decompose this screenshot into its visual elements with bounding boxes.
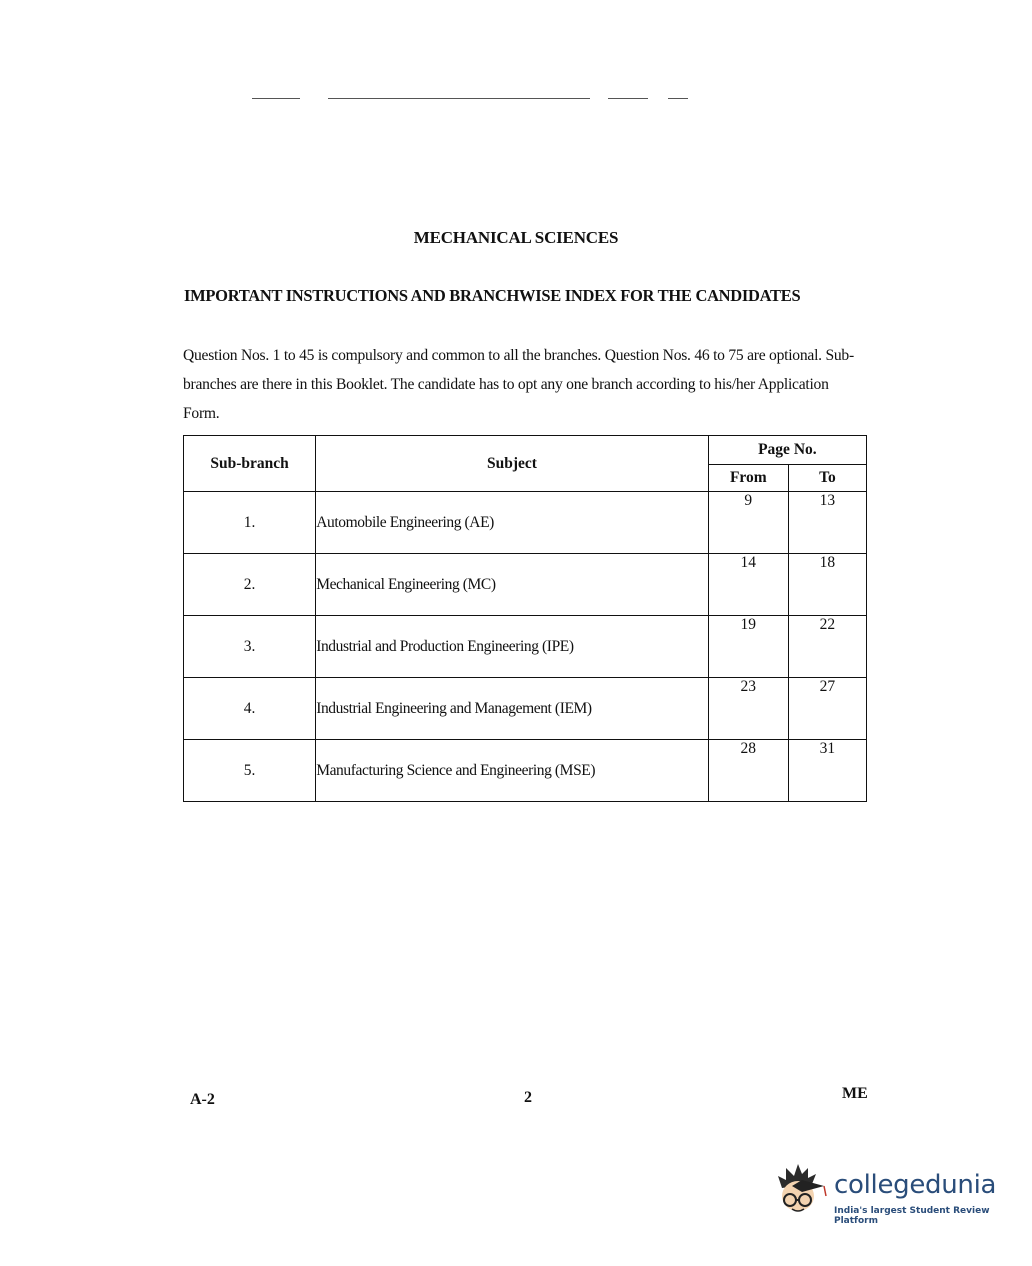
row-number: 1. [184, 492, 316, 554]
footer-series-code: A-2 [190, 1091, 215, 1108]
row-page-to: 22 [788, 616, 866, 678]
table-header-row [184, 436, 867, 465]
table-row [184, 616, 867, 678]
page-title: MECHANICAL SCIENCES [413, 228, 619, 247]
table-row [184, 740, 867, 802]
row-number: 2. [184, 554, 316, 616]
row-page-from: 14 [708, 554, 788, 616]
row-page-from: 19 [708, 616, 788, 678]
table-row [184, 678, 867, 740]
scan-artifact-line [252, 98, 300, 99]
scan-artifact-line [668, 98, 688, 99]
row-subject: Industrial Engineering and Management (IEM) [316, 678, 709, 740]
row-subject: Manufacturing Science and Engineering (MSE) [316, 740, 709, 802]
row-number: 3. [184, 616, 316, 678]
page-subtitle: IMPORTANT INSTRUCTIONS AND BRANCHWISE INDEX FOR THE CANDIDATES [184, 286, 801, 305]
brand-name: collegedunia [834, 1170, 997, 1200]
student-mascot-icon [772, 1162, 830, 1222]
row-page-to: 13 [788, 492, 866, 554]
page-no-header: Page No. [708, 436, 866, 465]
scan-artifact-line [328, 98, 590, 99]
footer-subject-code: ME [842, 1085, 868, 1102]
row-number: 4. [184, 678, 316, 740]
row-subject: Mechanical Engineering (MC) [316, 554, 709, 616]
row-page-from: 28 [708, 740, 788, 802]
table-row [184, 554, 867, 616]
row-page-to: 31 [788, 740, 866, 802]
instructions-paragraph: Question Nos. 1 to 45 is compulsory and common to all the branches. Question Nos. 46 to 75 are optional. Sub-branches are there in this Booklet. The candidate has to opt any one branch according to his/her Application Form. [183, 347, 854, 422]
scan-artifact-line [608, 98, 648, 99]
brand-tagline: India's largest Student Review Platform [834, 1206, 990, 1226]
row-subject: Industrial and Production Engineering (IPE) [316, 616, 709, 678]
to-header: To [788, 465, 866, 492]
branch-index-table [183, 435, 867, 802]
row-number: 5. [184, 740, 316, 802]
row-page-from: 23 [708, 678, 788, 740]
row-page-to: 27 [788, 678, 866, 740]
row-subject: Automobile Engineering (AE) [316, 492, 709, 554]
table-row [184, 492, 867, 554]
sub-branch-header: Sub-branch [184, 436, 316, 492]
from-header: From [708, 465, 788, 492]
footer-page-number: 2 [524, 1089, 532, 1106]
row-page-to: 18 [788, 554, 866, 616]
row-page-from: 9 [708, 492, 788, 554]
subject-header: Subject [316, 436, 709, 492]
brand-watermark [772, 1162, 1012, 1226]
